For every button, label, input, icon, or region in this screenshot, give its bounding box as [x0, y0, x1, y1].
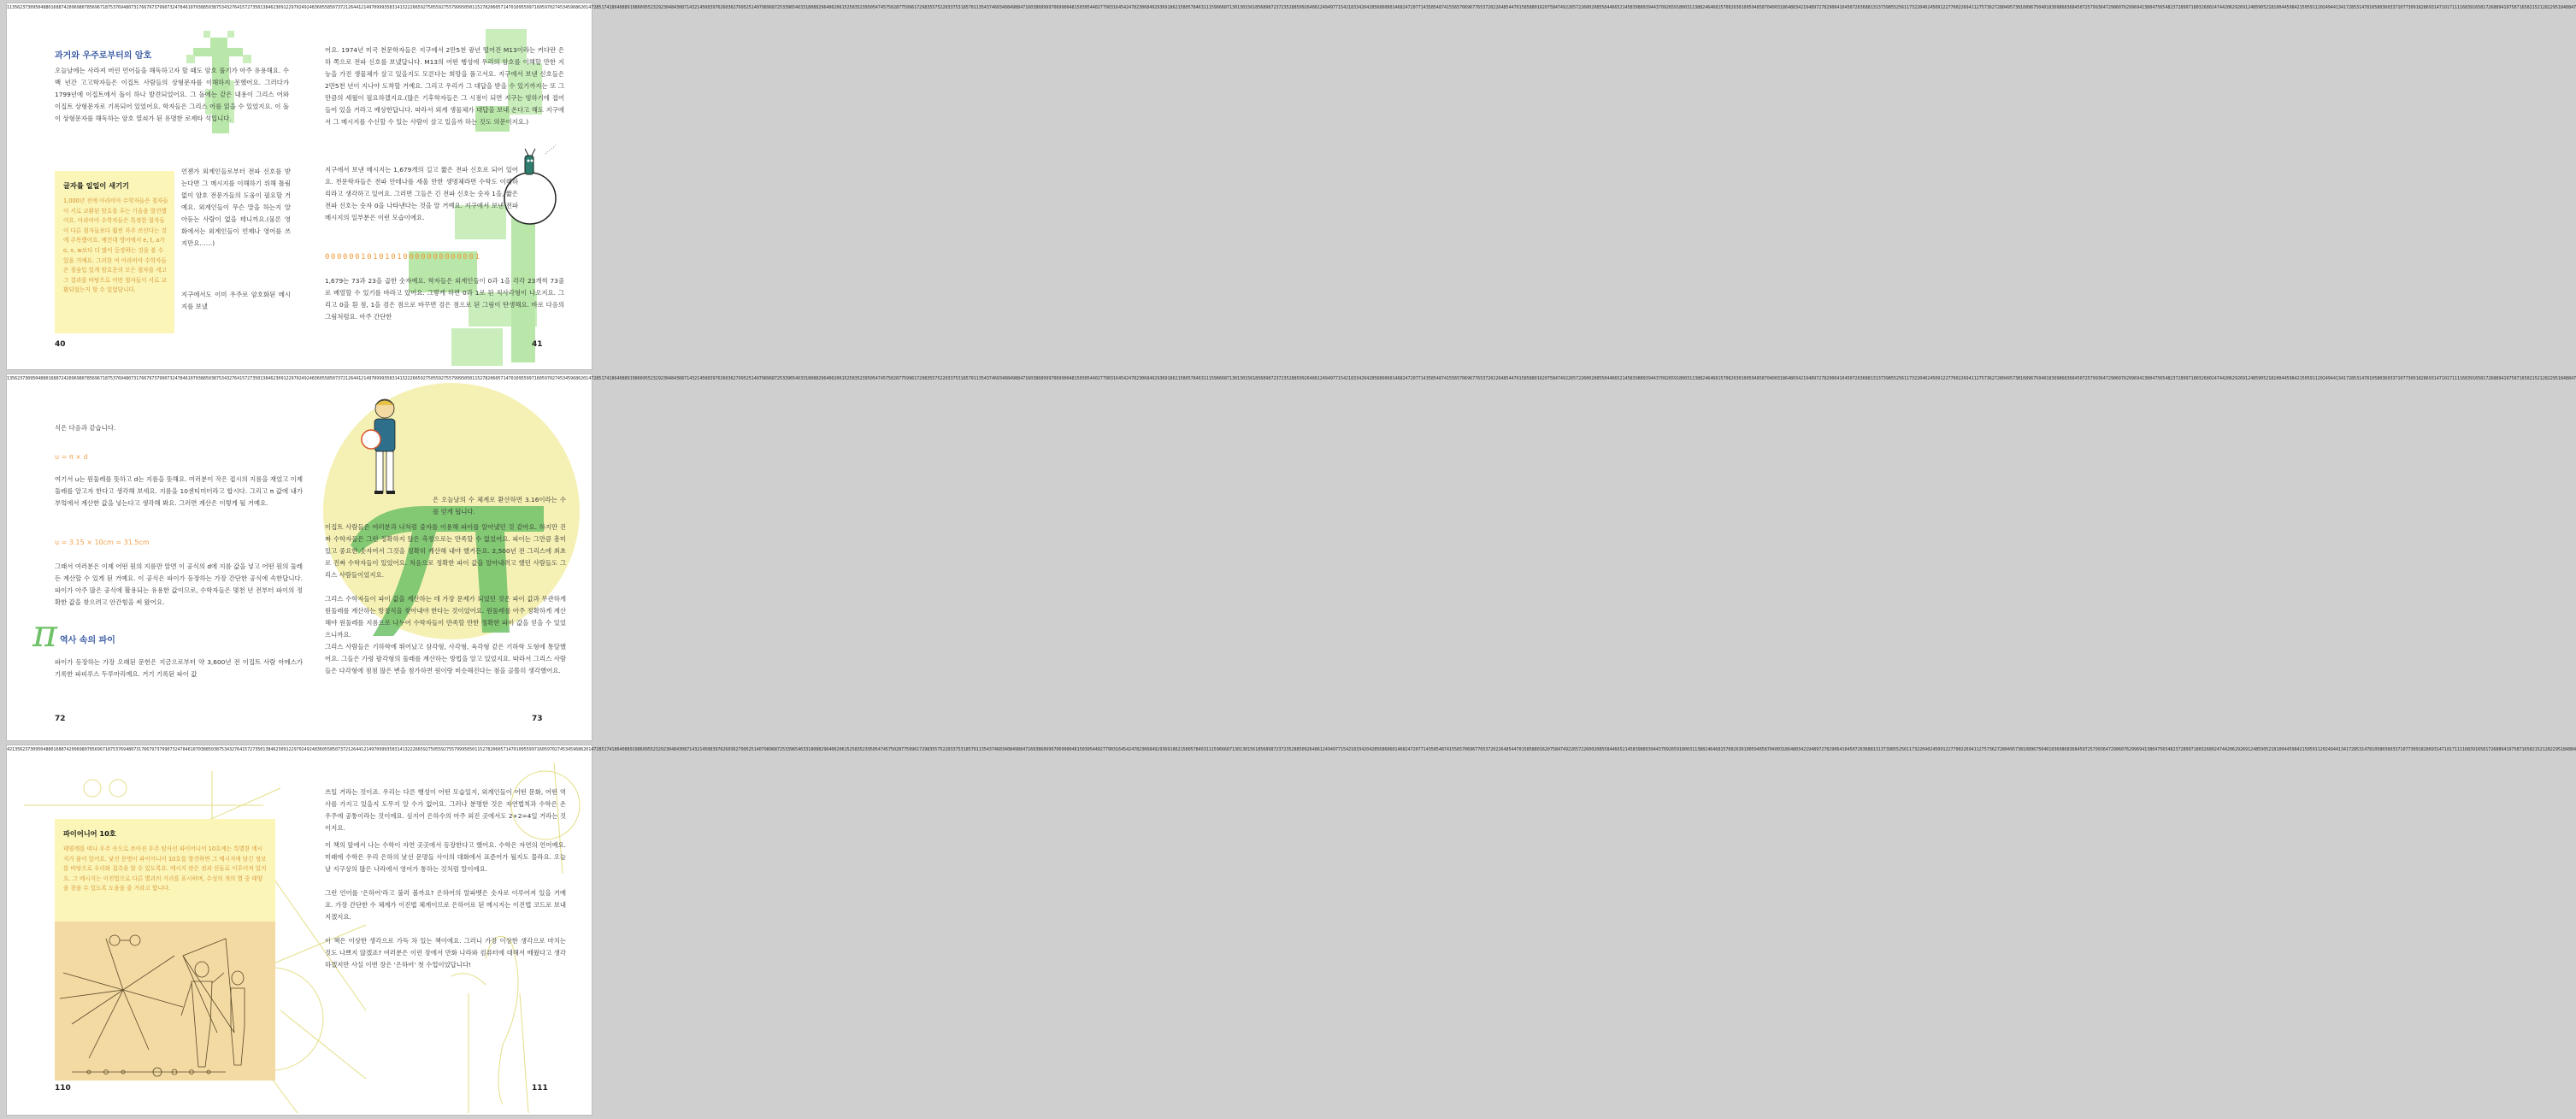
page-number-right: 41 [532, 340, 543, 349]
body-paragraph: 그리스 수학자들이 파이 값을 계산하는 데 가장 문제가 되었던 것은 파이 값과 무관하게 원둘레를 계산하는 방정식을 찾아내야 한다는 것이었어요. 원둘레를 아주 정확하게 계산해야 원둘레를 지름으로 나누어 수학자들이 만족할 만한 정확한 파이 값을 얻을 수 있었으니까요. [325, 595, 566, 639]
spread-pages-40-41 [7, 3, 2576, 369]
body-paragraph: 은 오늘날의 수 체계로 환산하면 3.16이라는 수를 얻게 됩니다. [433, 496, 566, 515]
page-number-left: 72 [55, 715, 66, 723]
spread-pages-72-73 [7, 374, 2576, 740]
pi-symbol-decoration: π [32, 612, 57, 656]
body-paragraph: 언젠가 외계인들로부터 전파 신호를 받는다면 그 메시지를 이해하기 위해 틀림없이 암호 전문가들의 도움이 필요할 거예요. 외계인들이 무슨 말을 하는지 알아듣는 사람이 없을 테니까요.(물론 영화에서는 외계인들이 언제나 영어를 쓰지만요……) [181, 168, 291, 247]
body-paragraph: 여기서 u는 원둘레를 뜻하고 d는 지름을 뜻해요. 여러분이 작은 접시의 지름을 재었고 이제 둘레를 알고자 한다고 생각해 보세요. 지름을 10센티미터라고 합시다. 그리고 π 값에 내가 부엌에서 계산한 값을 넣는다고 생각해 봐요. 그러면 계산은 이렇게 될 거예요. [55, 475, 303, 507]
sidebar-box-title: 파이어니어 10호 [63, 829, 116, 838]
body-paragraph: 지구에서 보낸 메시지는 1,679개의 길고 짧은 전파 신호로 되어 있어요. 천문학자들은 전파 안테나를 세울 만한 생명체라면 수학도 이해하리라고 생각하고 있어요. 그러면 그들은 긴 전파 신호는 숫자 1을, 짧은 전파 신호는 숫자 0을 나타낸다는 것을 알 거예요. 지구에서 보낸 전파 메시지의 일부분은 이런 모습이에요. [325, 166, 518, 221]
sidebar-box [55, 819, 275, 922]
body-paragraph: 이집트 사람들은 여러분과 나처럼 줄자를 이용해 파이를 알아냈던 것 같아요. 하지만 진짜 수학자들은 그런 정확하지 않은 측정으로는 만족할 수 없었어요. 파이는 그만큼 흥미 있고 중요한 숫자여서 그것을 정확히 계산해 내야 했거든요. 2,500년 전 그리스에 최초로 진짜 수학자들이 있었어요. 처음으로 정확한 파이 값을 알아내려고 했던 사람들도 그리스 사람들이었지요. [325, 523, 566, 579]
section-heading: 역사 속의 파이 [60, 636, 115, 645]
binary-message: 00000010101010000000000001 [325, 253, 481, 262]
formula-circumference: u = π × d [55, 453, 88, 461]
body-paragraph: 이 책은 이상한 생각으로 가득 차 있는 책이에요. 그러니 가장 이상한 생각으로 마치는 것도 나쁘지 않겠죠? 여러분은 이런 장에서 만화 나라와 컴퓨터에 대해서 배웠다고 생각하겠지만 사실 이번 장은 '은하어' 첫 수업이었답니다! [325, 937, 566, 969]
sidebar-box-title: 글자를 일일이 새기기 [63, 181, 129, 190]
body-paragraph: 어요. 1974년 미국 천문학자들은 지구에서 2만5천 광년 떨어진 M13이라는 커다란 은하 쪽으로 전파 신호를 보냈답니다. M13의 어떤 행성에 우리의 암호를 이해할 만한 지능을 가진 생물체가 살고 있을지도 모른다는 희망을 품고서요. 지구에서 보낸 신호들은 2만5천 년이 지나야 도착할 거예요. 그리고 우리가 그 대답을 받을 수 있기까지는 또 그만큼의 세월이 필요하겠지요.(많은 기후학자들은 그 시점이 되면 지구는 빙하기에 접어들어 있을 거라고 예상한답니다. 따라서 외계 생물체가 대답을 보내 온다고 해도 지구에서 그 메시지를 수신할 수 있는 사람이 살고 있을까 하는 것도 의문이지요.) [325, 46, 564, 126]
sidebar-box-text: 태양계를 떠나 우주 속으로 쏘아진 우주 탐사선 파이어니어 10호에는 특별한 메시지가 붙어 있어요. 낯선 문명이 파이어니어 10호를 발견하면 그 메시지에 담긴 정보를 바탕으로 우리와 접촉을 할 수 있도록요. 메시지 판은 점과 선들로 이루어져 있지요. 그 메시지는 이진법으로 다른 별과의 거리를 표시하며, 수성의 개의 별 중 태양을 찾을 수 있도록 도움을 줄 거라고 합니다. [63, 845, 267, 892]
pioneer-plaque-illustration [55, 922, 275, 1081]
body-paragraph: 식은 다음과 같습니다. [55, 424, 116, 432]
number-strip: 1356237309504880168872420969807856967187537694807317667973799073247846107038850387534327641572735013846230912297024924836055850737212644121497099935831413222665927505592755799950501152782060571470109559971605970274534596862014728517418640889198609552329230484308714321450839762603627995251407989687253396546331808829640620615258352395054745750287759961729835575220337531857011354374603408498847160386899970699004815030544027790316454247823068492936918621580578463111596668713013015618568987237235288509264861249497715421833420428568606014682472077143585487415565706967765372022648544701585880162075847492265722600208558446652145839889394437092659180031138824646815708263010059485870400318648034219489727829064104507263688131373985525611732204024509122770022694112757362728049573810896750401836986836845072579936472906076299694138047565482372899718032680247442062926912485905218100445984215059112024944134172853147810580360337107730918286931471017111168391658172688941975871658215212822951848847 [7, 376, 2576, 381]
body-paragraph: 파이가 등장하는 가장 오래된 문헌은 지금으로부터 약 3,600년 전 이집트 사람 아메스가 기록한 파피루스 두루마리예요. 거기 기록된 파이 값 [55, 658, 303, 678]
body-paragraph: 쓰일 거라는 것이죠. 우리는 다른 행성이 어떤 모습일지, 외계인들이 어떤 문화, 어떤 역사를 가지고 있을지 도무지 알 수가 없어요. 그러나 분명한 것은 자연법칙과 수학은 온 우주에 공통이라는 것이에요. 심지어 은하수의 아주 외진 곳에서도 2+2=4일 거라는 것이지요. [325, 788, 566, 832]
sidebar-box [55, 171, 174, 333]
sidebar-box-text: 1,000년 전에 아라비아 수학자들은 철자들이 서로 교환된 암호를 푸는 기술을 발견했어요. 아라비아 수학자들은 특정한 철자들이 다른 철자들보다 훨씬 자주 쓰인다는 것에 주목했어요. 예컨대 영어에서 e, t, a가 o, x, w보다 더 많이 등장하는 것을 볼 수 있을 거예요. 그러한 여 아라비아 수학자들은 철숲입 있게 암호문의 모든 철자를 세고 그 결과를 바탕으로 어떤 철자들이 서로 교환되었는지 할 수 있었답니다. [63, 197, 168, 294]
body-paragraph: 그런 언어를 '은하어'라고 불러 볼까요? 은하어의 알파벳은 숫자로 이루어져 있을 거예요. 가장 간단한 수 체계가 이진법 체계이므로 은하어로 된 메시지는 이진법 코드로 보내지겠지요. [325, 889, 566, 921]
body-paragraph: 그리스 사람들은 기하학에 뛰어났고 삼각형, 사각형, 육각형 같은 기하학 도형에 통달했어요. 그들은 가령 팔각형의 둘레를 계산하는 방법을 알고 있었지요. 따라서 그리스 사람들은 다각형에 점점 많은 변을 첨가하면 원이랑 비슷해진다는 점을 골똘히 생각했어요. [325, 643, 566, 674]
body-paragraph: 오늘날에는 사라져 버린 언어들을 해독하고자 할 때도 암호 풀기가 아주 유용해요. 수백 년간 고고학자들은 이집트 사람들의 상형문자를 이해하지 못했어요. 그러다가 1799년에 이집트에서 돌이 하나 발견되었어요. 그 돌에는 같은 내용이 그리스 어와 이집트 상형문자로 기록되어 있었어요. 학자들은 그리스 어를 읽을 수 있었지요. 이 돌이 상형문자를 해독하는 암호 열쇠가 된 유명한 로제타 석입니다. [55, 67, 289, 122]
number-strip: 4213562373095048801688742096980785696718753769480731766797379907324784610703885038753432764157273501384623091229702492483605585073721264412149709993583141322266592750559275579995050115278206057147010955997160597027453459686201472851741864088919860955232923048430871432145083976260362799525140798968725339654633180882964062061525835239505474575028775996172983557522033753185701135437460340849884716038689997069900481503054402779031645424782306849293691862158057846311159666871301301561856898723723528850926486124949771542183342042856860601468247207714358548741556570696776537202264854470158588016207584749226572260020855844665214583988939443709265918003113882464681570826301005948587040031864803421948972782906410450726368813137398552561173220402450912277002269411275736272804957381089675040183698683684507257993647290607629969413804756548237289971803268024744206292691248590521810044598421505911202494413417285314781058036033710773091828693147101711116839165817268894197587165821521282295184884 [7, 747, 2576, 752]
number-strip: 1135623730950488016887420969807856967187537694807317667973799073247846107038850387534327641572735013846230912297024924836055850737212644121497099935831413222665927505592755799950501152782060571470109559971605970274534596862014728517418640889198609552329230484308714321450839762603627995251407989687253396546331808829640620615258352395054745750287759961729835575220337531857011354374603408498847160386899970699004815030544027790316454247823068492936918621580578463111596668713013015618568987237235288509264861249497715421833420428568606014682472077143585487415565706967765372022648544701585880162075847492265722600208558446652145839889394437092659180031138824646815708263010059485870400318648034219489727829064104507263688131373985525611732204024509122770022694112757362728049573810896750401836986836845072579936472906076299694138047565482372899718032680247442062926912485905218100445984215059112024944134172853147810580360337107730918286931471017111168391658172688941975871658215212822951848847 [7, 5, 2576, 10]
page-number-right: 111 [532, 1084, 548, 1092]
body-paragraph: 그래서 여러분은 이제 어떤 원의 지름만 알면 이 공식의 d에 지름 값을 넣고 어떤 원의 둘레든 계산할 수 있게 된 거예요. 이 공식은 파이가 등장하는 가장 간단한 공식에 속한답니다. 파이가 아주 많은 공식에 활용되는 유용한 값이므로, 수학자들은 몇천 년 전부터 파이의 정확한 값을 찾으려고 안간힘을 써 왔어요. [55, 562, 303, 606]
page-number-right: 73 [532, 715, 543, 723]
page-number-left: 40 [55, 340, 66, 349]
page-number-left: 110 [55, 1084, 71, 1092]
spread-pages-110-111 [7, 745, 2576, 1115]
boy-with-plate-illustration [359, 393, 410, 515]
body-paragraph: 이 책의 앞에서 나는 수학이 자연 곳곳에서 등장한다고 했어요. 수학은 자연의 언어예요. 미래에 수학은 우리 은하의 낯선 문명들 사이의 대화에서 표준어가 될지도 몰라요. 오늘날 지구상의 많은 나라에서 영어가 통하는 것처럼 말이에요. [325, 841, 566, 873]
formula-example: u = 3.15 × 10cm = 31.5cm [55, 539, 150, 546]
page-heading: 과거와 우주로부터의 암호 [55, 51, 152, 61]
body-paragraph: 지구에서도 이미 우주로 암호화된 메시지를 보냈 [181, 291, 291, 310]
body-paragraph: 1,679는 73과 23을 곱한 숫자예요. 학자들은 외계인들이 0과 1을 각각 23개씩 73줄로 배열할 수 있기를 바라고 있어요. 그렇게 하면 0과 1로 된 직사각형이 나오지요. 그리고 0을 흰 점, 1을 검은 점으로 바꾸면 검은 점으로 된 그림이 탄생해요. 바로 다음의 그림처럼요. 아주 간단한 [325, 277, 564, 321]
